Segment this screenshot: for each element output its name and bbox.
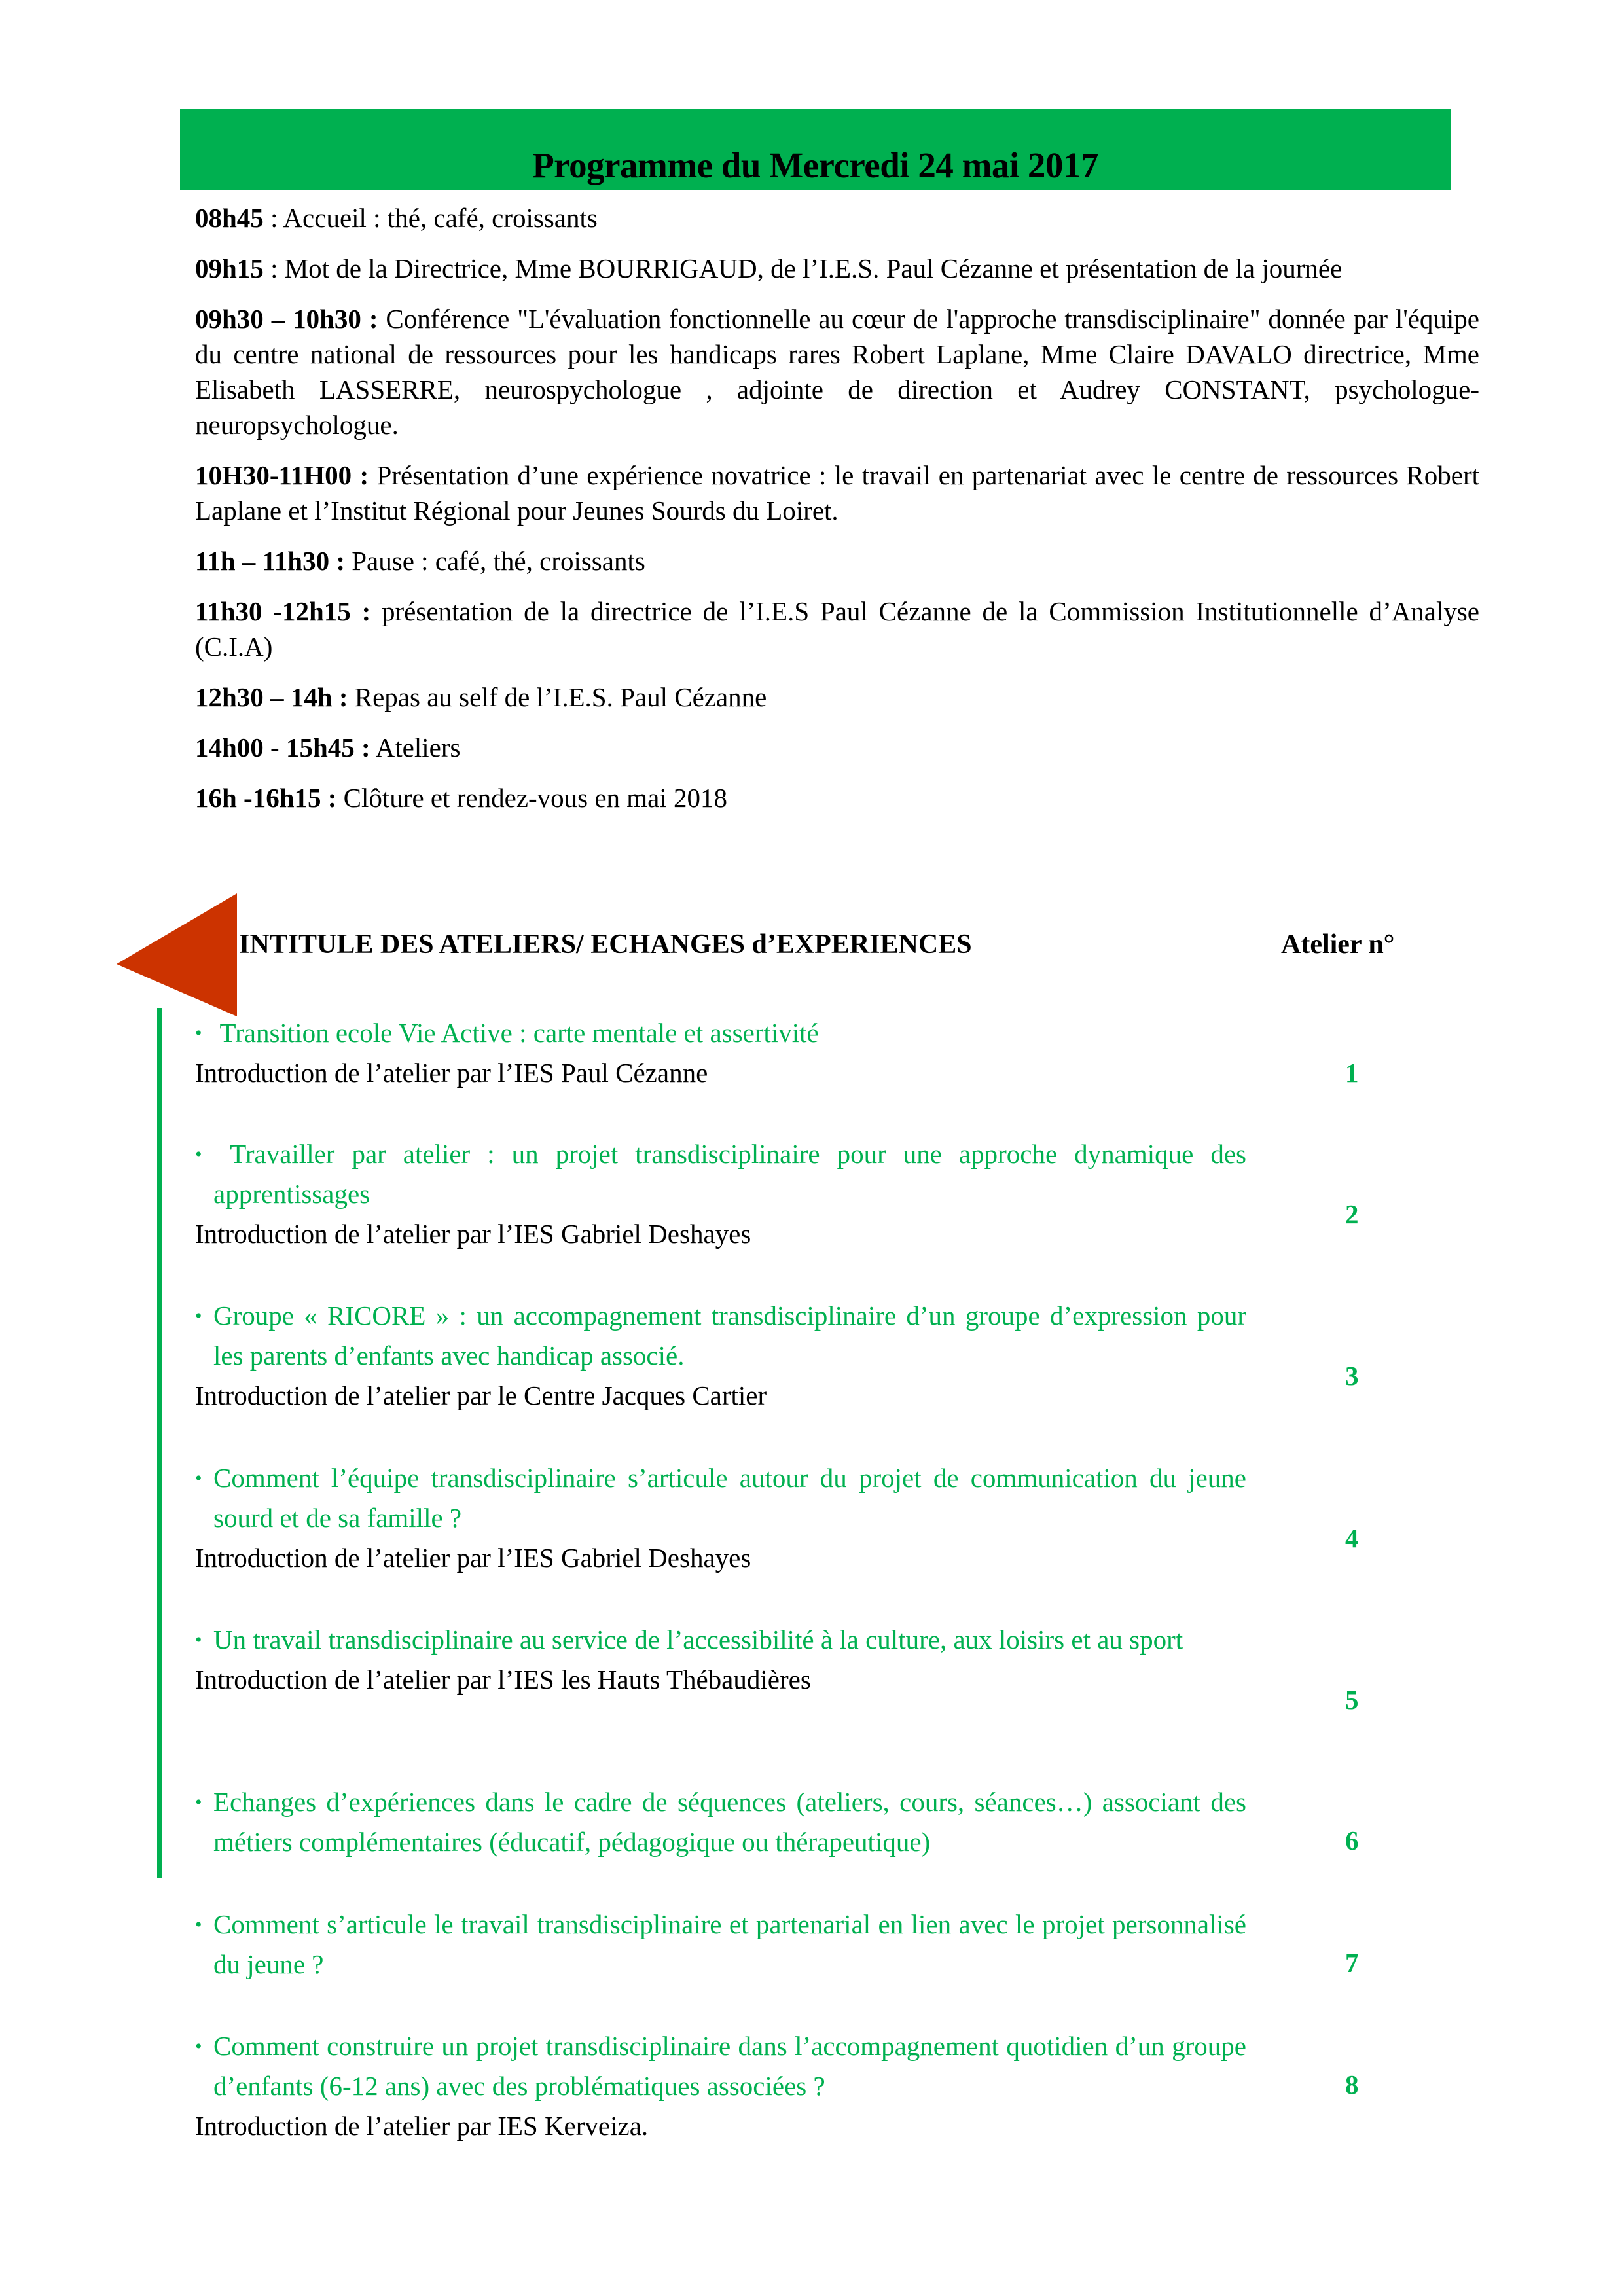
programme-text: Pause : café, thé, croissants [344, 546, 645, 576]
programme-time: 10H30-11H00 : [195, 460, 369, 490]
programme-text: : Accueil : thé, café, croissants [263, 203, 598, 233]
atelier-title [195, 1458, 1246, 1538]
atelier-title-text: Un travail transdisciplinaire au service de l’accessibilité à la culture, aux loisirs et au sport [213, 1624, 1183, 1655]
bullet-icon: • [195, 1791, 202, 1813]
atelier-title-text: Echanges d’expériences dans le cadre de séquences (ateliers, cours, séances…) associant des métiers complémentaires (éducatif, pédagogique ou thérapeutique) [213, 1787, 1246, 1857]
atelier-intro: Introduction de l’atelier par le Centre Jacques Cartier [195, 1380, 767, 1410]
atelier-number: 7 [1345, 1948, 1359, 1978]
atelier-title [195, 2026, 1246, 2106]
bullet-icon: • [195, 1467, 202, 1489]
atelier-number: 5 [1345, 1685, 1359, 1715]
atelier-title-text: Travailler par atelier : un projet transdisciplinaire pour une approche dynamique des apprentissages [213, 1139, 1246, 1209]
programme-time: 14h00 - 15h45 : [195, 732, 370, 762]
atelier-title-text: Comment s’articule le travail transdisciplinaire et partenarial en lien avec le projet personnalisé du jeune ? [213, 1909, 1246, 1979]
programme-text: Clôture et rendez-vous en mai 2018 [336, 783, 728, 813]
green-side-bar [157, 1440, 162, 1878]
programme-time: 12h30 – 14h : [195, 682, 348, 712]
ateliers-heading: INTITULE DES ATELIERS/ ECHANGES d’EXPERIENCES [239, 929, 972, 960]
programme-time: 11h – 11h30 : [195, 546, 345, 576]
programme-item [195, 543, 1479, 579]
programme-item [195, 457, 1479, 528]
green-side-bar [157, 1008, 162, 1440]
programme-item [195, 251, 1479, 286]
programme-time: 09h15 [195, 253, 264, 283]
atelier-title-text: Comment construire un projet transdisciplinaire dans l’accompagnement quotidien d’un groupe d’enfants (6-12 ans) avec des problématiques associées ? [213, 2031, 1246, 2101]
bullet-icon: • [195, 1914, 202, 1935]
programme-item [195, 200, 1479, 236]
atelier-title-text: Comment l’équipe transdisciplinaire s’articule autour du projet de communication du jeune sourd et de sa famille ? [213, 1463, 1246, 1533]
atelier-item [195, 1296, 1504, 1416]
atelier-intro: Introduction de l’atelier par l’IES Gabriel Deshayes [195, 1219, 751, 1249]
atelier-title-text: Groupe « RICORE » : un accompagnement transdisciplinaire d’un groupe d’expression pour les parents d’enfants avec handicap associé. [213, 1300, 1246, 1371]
bullet-icon: • [195, 1629, 202, 1651]
atelier-item [195, 1620, 1504, 1715]
atelier-number: 6 [1345, 1825, 1359, 1856]
atelier-intro: Introduction de l’atelier par l’IES les Hauts Thébaudières [195, 1664, 811, 1695]
programme-time: 09h30 – 10h30 : [195, 304, 378, 334]
atelier-title [195, 1905, 1246, 1984]
programme-list [195, 200, 1479, 831]
atelier-number: 8 [1345, 2070, 1359, 2100]
atelier-number-heading: Atelier n° [1281, 929, 1395, 960]
atelier-title [195, 1782, 1246, 1862]
atelier-item [195, 1013, 1504, 1093]
atelier-title [195, 1620, 1246, 1660]
programme-item [195, 780, 1479, 816]
atelier-title [195, 1134, 1246, 1214]
programme-item [195, 301, 1479, 442]
programme-time: 16h -16h15 : [195, 783, 337, 813]
bullet-icon: • [195, 2036, 202, 2057]
atelier-intro: Introduction de l’atelier par l’IES Paul Cézanne [195, 1058, 708, 1088]
programme-time: 08h45 [195, 203, 264, 233]
programme-text: Ateliers [370, 732, 461, 762]
programme-item [195, 679, 1479, 715]
programme-time: 11h30 -12h15 : [195, 596, 371, 626]
atelier-number: 1 [1345, 1058, 1359, 1088]
programme-text: Conférence "L'évaluation fonctionnelle au cœur de l'approche transdisciplinaire" donnée par l'équipe du centre national de ressources pour les handicaps rares Robert Laplane, Mme Claire DAVALO directrice, Mme Elisabeth LASSERRE, neurospychologue , adjointe de direction et Audrey CONSTANT, psychologue-neuropsychologue. [195, 304, 1479, 440]
atelier-number: 3 [1345, 1361, 1359, 1391]
atelier-item [195, 1905, 1504, 1984]
bullet-icon: • [195, 1022, 202, 1044]
atelier-title [195, 1013, 1246, 1053]
red-triangle-marker-icon [117, 893, 241, 1018]
atelier-number: 2 [1345, 1199, 1359, 1229]
programme-text: Présentation d’une expérience novatrice : le travail en partenariat avec le centre de ressources Robert Laplane et l’Institut Régional pour Jeunes Sourds du Loiret. [195, 460, 1480, 526]
atelier-title [195, 1296, 1246, 1376]
bullet-icon: • [195, 1143, 202, 1165]
programme-item [195, 594, 1479, 664]
atelier-intro: Introduction de l’atelier par IES Kerveiza. [195, 2111, 649, 2141]
bullet-icon: • [195, 1305, 202, 1327]
programme-text: présentation de la directrice de l’I.E.S Paul Cézanne de la Commission Institutionnelle d’Analyse (C.I.A) [195, 596, 1480, 662]
atelier-number: 4 [1345, 1523, 1359, 1553]
programme-text: : Mot de la Directrice, Mme BOURRIGAUD, de l’I.E.S. Paul Cézanne et présentation de la journée [263, 253, 1343, 283]
atelier-item [195, 1134, 1504, 1254]
atelier-intro: Introduction de l’atelier par l’IES Gabriel Deshayes [195, 1543, 751, 1573]
page-title: Programme du Mercredi 24 mai 2017 [532, 145, 1098, 185]
atelier-title-text: Transition ecole Vie Active : carte mentale et assertivité [219, 1018, 819, 1048]
atelier-item [195, 1458, 1504, 1578]
atelier-item [195, 1782, 1504, 1862]
atelier-item [195, 2026, 1504, 2146]
programme-text: Repas au self de l’I.E.S. Paul Cézanne [348, 682, 767, 712]
programme-item [195, 730, 1479, 765]
